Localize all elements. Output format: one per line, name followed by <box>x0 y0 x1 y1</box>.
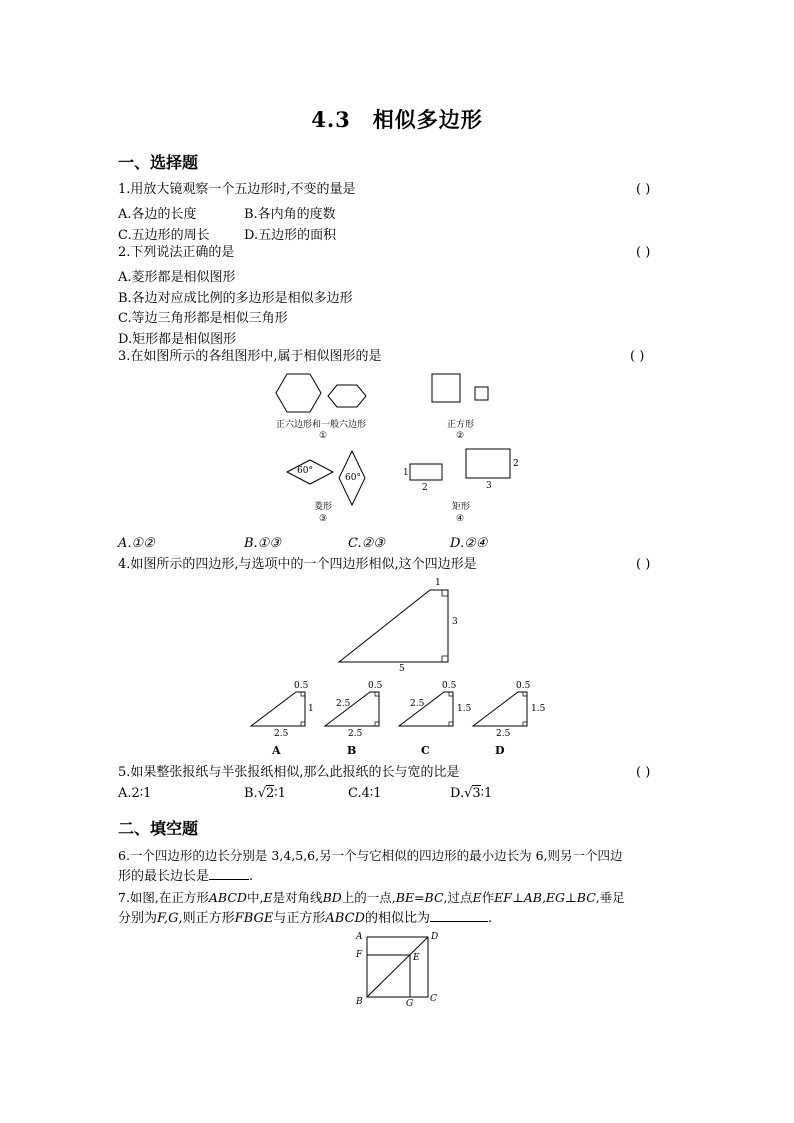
q5-d-radicand: 3 <box>472 786 481 801</box>
q1-option-d: D.五边形的面积 <box>244 228 337 243</box>
q4-main-right-label: 3 <box>452 617 458 627</box>
q7-text: ,则正方形 <box>178 911 235 926</box>
q1-answer-paren: ( ) <box>636 182 651 197</box>
q7-var-abcd: ABCD <box>208 890 247 905</box>
q7-text: 中, <box>246 890 264 905</box>
q4-a-letter: A <box>272 744 281 757</box>
q4-d-top: 0.5 <box>516 681 531 691</box>
sqrt-icon: √ <box>464 786 473 801</box>
q3-fig2-caption: 正方形 <box>447 420 475 430</box>
q7-var-perp: EF⊥AB,EG⊥BC <box>494 890 596 905</box>
q7-label-g: G <box>406 999 414 1009</box>
q4-a-right: 1 <box>308 704 314 714</box>
q7-text: ,过点 <box>443 890 473 905</box>
q3-fig1-number: ① <box>319 431 328 441</box>
q5-stem: 5.如果整张报纸与半张报纸相似,那么此报纸的长与宽的比是 <box>118 765 460 780</box>
q3-stem: 3.在如图所示的各组图形中,属于相似图形的是 <box>118 349 382 364</box>
q7-label-a: A <box>356 932 363 942</box>
q3-rect-big-w: 3 <box>486 481 492 491</box>
q2-option-b: B.各边对应成比例的多边形是相似多边形 <box>118 291 353 306</box>
q2-option-c: C.等边三角形都是相似三角形 <box>118 311 288 326</box>
q5-d-prefix: D. <box>450 786 465 801</box>
q4-d-bottom: 2.5 <box>496 729 511 739</box>
q7-var-fg: F,G <box>157 911 179 926</box>
q7-text: ,垂足 <box>595 890 625 905</box>
q4-a-top: 0.5 <box>294 681 309 691</box>
q7-text: 与正方形 <box>273 911 326 926</box>
q2-option-a: A.菱形都是相似图形 <box>118 270 236 285</box>
q3-rect-small-h: 1 <box>403 468 409 478</box>
q4-b-top: 0.5 <box>368 681 383 691</box>
q7-text: 作 <box>481 890 495 905</box>
q3-angle-label-2: 60° <box>345 473 361 483</box>
q1-option-a: A.各边的长度 <box>118 207 197 222</box>
q5-answer-paren: ( ) <box>636 765 651 780</box>
q7-var-abcd: ABCD <box>325 911 365 926</box>
q5-b-prefix: B. <box>244 786 258 801</box>
q2-stem: 2.下列说法正确的是 <box>118 245 235 260</box>
q3-fig4-caption: 矩形 <box>452 502 471 512</box>
title-text: 相似多边形 <box>372 107 483 132</box>
q3-fig2-number: ② <box>456 431 465 441</box>
q7-text: 7.如图,在正方形 <box>118 890 209 905</box>
q4-c-left: 2.5 <box>410 699 425 709</box>
q3-fig3-caption: 菱形 <box>314 502 333 512</box>
q3-answer-paren: ( ) <box>630 349 645 364</box>
q3-option-b: B.①③ <box>244 536 281 551</box>
q7-var-bd: BD <box>322 890 342 905</box>
q4-d-right: 1.5 <box>531 704 546 714</box>
q3-fig4-number: ④ <box>456 514 465 524</box>
q7-period: . <box>487 911 493 926</box>
q7-label-f: F <box>356 950 363 960</box>
q1-option-b: B.各内角的度数 <box>244 207 336 222</box>
section-choice: 一、选择题 <box>118 153 199 172</box>
title-number: 4.3 <box>311 107 351 132</box>
q5-option-a: A.2∶1 <box>118 786 152 801</box>
q2-answer-paren: ( ) <box>636 245 651 260</box>
q3-rect-big-h: 2 <box>513 459 519 469</box>
q7-label-b: B <box>356 997 363 1007</box>
q7-var-e: E <box>472 890 482 905</box>
q5-option-c: C.4∶1 <box>348 786 382 801</box>
q3-angle-label-1: 60° <box>297 466 313 476</box>
q3-fig3-number: ③ <box>319 514 328 524</box>
q4-c-right: 1.5 <box>457 704 472 714</box>
q7-text: 上的一点, <box>341 890 396 905</box>
q1-option-c: C.五边形的周长 <box>118 228 210 243</box>
q7-label-c: C <box>430 994 437 1004</box>
q4-c-top: 0.5 <box>442 681 457 691</box>
q7-var-bebc: BE=BC <box>395 890 444 905</box>
q2-option-d: D.矩形都是相似图形 <box>118 332 237 347</box>
q7-text: 分别为 <box>118 911 158 926</box>
q3-fig1-caption: 正六边形和一般六边形 <box>276 420 367 430</box>
q5-b-radicand: 2 <box>265 786 275 801</box>
q4-a-bottom: 2.5 <box>274 729 289 739</box>
q3-option-c: C.②③ <box>348 536 385 551</box>
q4-b-left: 2.5 <box>336 699 351 709</box>
q6-line2-text: 形的最长边长是 <box>118 869 210 884</box>
diagonal-bd <box>367 937 428 997</box>
q4-answer-paren: ( ) <box>636 557 651 572</box>
q4-b-letter: B <box>347 744 357 757</box>
q6-line1: 6.一个四边形的边长分别是 3,4,5,6,另一个与它相似的四边形的最小边长为 6,则另一个四边 <box>118 848 623 863</box>
q7-text: 是对角线 <box>272 890 323 905</box>
q4-stem: 4.如图所示的四边形,与选项中的一个四边形相似,这个四边形是 <box>118 557 477 572</box>
q7-label-d: D <box>431 932 439 942</box>
q7-var-e: E <box>263 890 273 905</box>
q4-b-bottom: 2.5 <box>348 729 363 739</box>
q7-label-e: E <box>413 953 420 963</box>
q4-c-letter: C <box>421 744 430 757</box>
q7-var-fbge: FBGE <box>234 911 274 926</box>
q3-rect-small-w: 2 <box>422 483 428 493</box>
q5-d-suffix: ∶1 <box>480 786 493 801</box>
q4-main-bottom-label: 5 <box>399 664 405 674</box>
section-fill: 二、填空题 <box>118 819 199 838</box>
q4-d-letter: D <box>495 744 505 757</box>
q7-text: 的相似比为 <box>364 911 430 926</box>
q5-b-suffix: ∶1 <box>274 786 286 801</box>
q3-option-d: D.②④ <box>450 536 488 551</box>
sqrt-icon: √ <box>257 786 266 801</box>
q3-option-a: A.①② <box>118 536 155 551</box>
q4-main-top-label: 1 <box>435 578 441 588</box>
q6-period: . <box>249 869 254 884</box>
q1-stem: 1.用放大镜观察一个五边形时,不变的量是 <box>118 182 356 197</box>
